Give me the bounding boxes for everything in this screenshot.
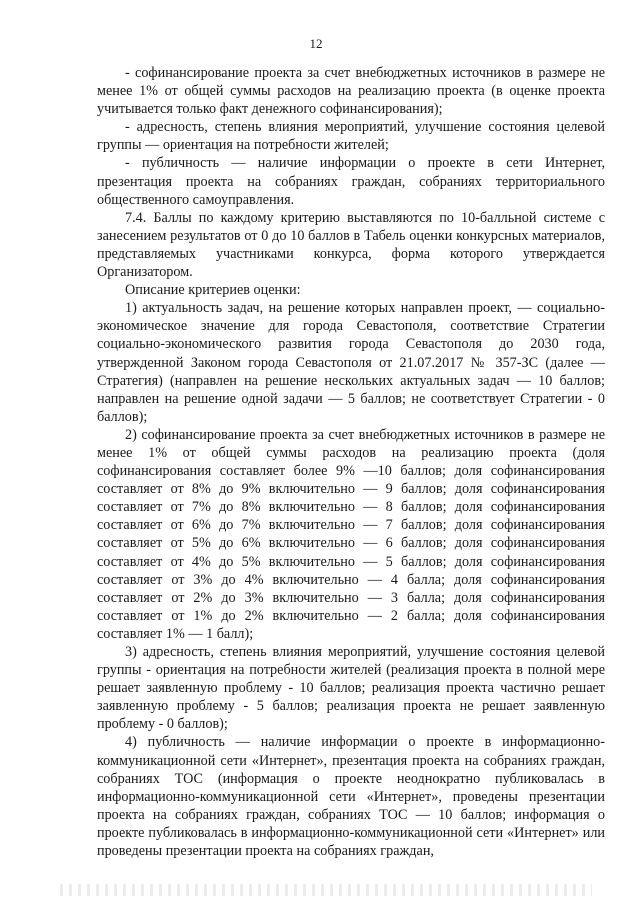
paragraph-criterion-2: 2) софинансирование проекта за счет внебюджетных источников в размере не менее 1% от общей суммы расходов на реализацию проекта (доля софинансирования составляет более 9% —10 баллов; доля софинансирования составляет от 8% до 9% включительно — 9 баллов; доля софинансирования составляет от 7% до 8% включительно — 8 баллов; доля софинансирования составляет от 6% до 7% включительно — 7 баллов; доля софинансирования составляет от 5% до 6% включительно — 6 баллов; доля софинансирования составляет от 4% до 5% включительно — 5 баллов; доля софинансирования составляет от 3% до 4% включительно — 4 балла; доля софинансирования составляет от 2% до 3% включительно — 3 балла; доля софинансирования составляет от 1% до 2% включительно — 2 балла; доля софинансирования составляет 1% — 1 балл); — [97, 426, 605, 642]
paragraph-targeting: - адресность, степень влияния мероприятий, улучшение состояния целевой группы — ориентация на потребности жителей; — [97, 119, 605, 154]
page-number: 12 — [309, 36, 323, 51]
document-body — [97, 64, 605, 860]
paragraph-criterion-4: 4) публичность — наличие информации о проекте в информационно-коммуникационной сети «Интернет», презентация проекта на собраниях граждан, собраниях ТОС (информация о проекте неоднократно публиковалась в информационно-коммуникационной сети «Интернет», проведены презентации проекта на собраниях граждан, собраниях ТОС — 10 баллов; информация о проекте публиковалась в информационно-коммуникационной сети «Интернет» или проведены презентации проекта на собраниях граждан, — [97, 734, 605, 860]
paragraph-criterion-3: 3) адресность, степень влияния мероприятий, улучшение состояния целевой группы - ориентация на потребности жителей (реализация проекта в полной мере решает заявленную проблему - 10 баллов; реализация проекта частично решает заявленную проблему - 5 баллов; реализация проекта не решает заявленную проблему - 0 баллов); — [97, 644, 605, 733]
paragraph-cofinancing: - софинансирование проекта за счет внебюджетных источников в размере не менее 1% от общей суммы расходов на реализацию проекта (в оценке проекта учитывается только факт денежного софинансирования); — [97, 65, 605, 118]
paragraph-criterion-1: 1) актуальность задач, на решение которых направлен проект, — социально-экономическое значение для города Севастополя, соответствие Стратегии социально-экономического развития города Севастополя до 2030 года, утвержденной Законом города Севастополя от 21.07.2017 № 357-ЗС (далее — Стратегия) (направлен на решение нескольких актуальных задач — 10 баллов; направлен на решение одной задачи — 5 баллов; не соответствует Стратегии - 0 баллов); — [97, 300, 605, 425]
paragraph-publicity: - публичность — наличие информации о проекте в сети Интернет, презентация проекта на собраниях граждан, собраниях территориального общественного самоуправления. — [97, 155, 605, 208]
paragraph-7-4: 7.4. Баллы по каждому критерию выставляются по 10-балльной системе с занесением результатов от 0 до 10 баллов в Табель оценки конкурсных материалов, представляемых участниками конкурса, форма которого утверждается Организатором. — [97, 209, 605, 281]
scan-artifact — [60, 884, 592, 896]
paragraph-criteria-heading: Описание критериев оценки: — [125, 282, 301, 299]
